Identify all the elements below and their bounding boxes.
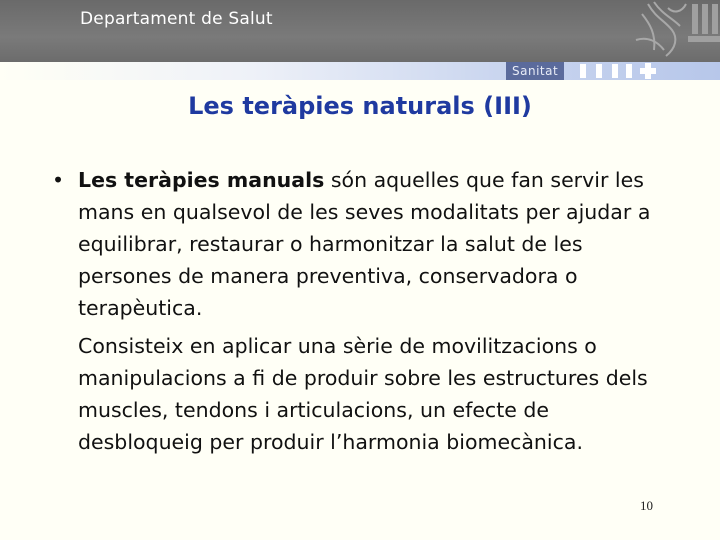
department-name: Departament de Salut <box>80 9 273 29</box>
generalitat-crest-icon <box>628 0 720 62</box>
stripe-bars-cross-icon <box>578 62 668 80</box>
bullet-icon: • <box>52 168 65 192</box>
bullet-text: són aquelles que fan servir les mans en qualsevol de les seves modalitats per ajudar a equilibrar, restaurar o harmonitzar la salut de les persones de manera preventiva, conservadora o terapèutica. <box>78 168 651 320</box>
bullet-term: Les teràpies manuals <box>78 168 325 192</box>
bullet-paragraph <box>50 164 670 324</box>
header-bar <box>0 0 720 62</box>
slide-title: Les teràpies naturals (III) <box>188 92 532 120</box>
band-label-sanitat: Sanitat <box>506 62 564 80</box>
second-paragraph: Consisteix en aplicar una sèrie de movilitzacions o manipulacions a fi de produir sobre les estructures dels muscles, tendons i articulacions, un efecte de desbloqueig per produir l’harmonia biomecànica. <box>78 334 648 454</box>
page-number: 10 <box>640 498 653 513</box>
slide-body <box>50 164 670 464</box>
